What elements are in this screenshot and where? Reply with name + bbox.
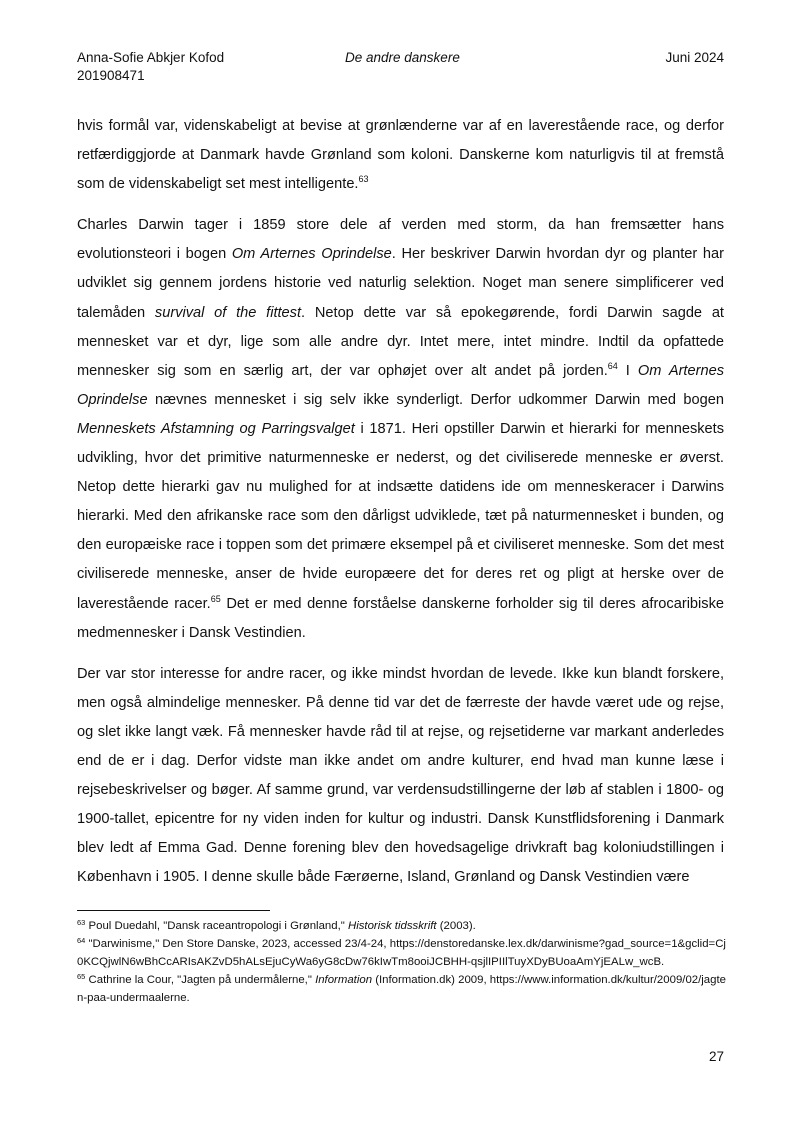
book-title: Om Arternes Oprindelse [231,246,392,263]
header-date: Juni 2024 [665,50,724,65]
body-text [77,112,724,904]
paragraph-3: Der var stor interesse for andre racer, og ikke mindst hvordan de levede. Ikke kun blandt forskere, men også almindelige mennesker. På denne tid var det de færreste der havde været ude og rejse, og slet ikke langt væk. Få mennesker havde råd til at rejse, og rejsetiderne var markant anderledes end de er i dag. Derfor vidste man ikke andet om andre kulturer, end hvad man kunne læse i rejsebeskrivelser og bøger. Af samme grund, var verdensudstillingerne der løb af stablen i 1800- og 1900-tallet, epicentre for ny viden inden for kultur og industri. Dansk Kunstflidsforening i Danmark blev ledt af Emma Gad. Denne forening blev den hovedsagelige drivkraft bag koloniudstillingen i København i 1905. I denne skulle både Færøerne, Island, Grønland og Dansk Vestindien være [77,665,724,886]
footnote-separator [77,910,270,911]
footnote-ref-64[interactable]: 64 [607,360,618,371]
page-number: 27 [708,1049,724,1064]
header-author: Anna-Sofie Abkjer Kofod [77,50,225,65]
header-title: De andre danskere [345,50,460,65]
header-author-block [77,49,224,85]
footnote-ref-63[interactable]: 63 [358,174,369,185]
footnotes [77,917,727,1007]
header-student-id: 201908471 [77,68,145,83]
phrase-survival-of-the-fittest: survival of the fittest [154,304,302,321]
page-header [77,49,724,89]
paragraph-1: hvis formål var, videnskabeligt at bevise at grønlænderne var af en laverestående race, og derfor retfærdiggjorde at Danmark havde Grønland som koloni. Danskerne kom naturligvis til at fremstå som de videnskabeligt set mest intelligente.$^{63}$ [77,118,724,193]
footnote-65: $^{65}$ Cathrine la Cour, "Jagten på undermålerne," Information (Information.dk) 2009, https://www.information.dk/kultur/2009/02/jagten-paa-undermaalerne. [77,972,726,1004]
paragraph-2: Charles Darwin tager i 1859 store dele af verden med storm, da han fremsætter hans evolutionsteori i bogen Om Arternes Oprindelse. Her beskriver Darwin hvordan dyr og planter har udviklet sig gennem jordens historie ved naturlig selektion. Noget man senere simplificerer ved talemåden survival of the fittest. Netop dette var så epokegørende, fordi Darwin sagde at mennesket var et dyr, lige som alle andre dyr. Intet mere, intet mindre. Indtil da opfattede mennesker sig som en særlig art, der var ophøjet over alt andet på jorden.$^{64}$ I Om Arternes Oprindelse nævnes mennesket i sig selv ikke synderligt. Derfor udkommer Darwin med bogen Menneskets Afstamning og Parringsvalget i 1871. Heri opstiller Darwin et hierarki for menneskets udvikling, hvor det primitive naturmenneske er nederst, og det civiliserede menneske er øverst. Netop dette hierarki gav nu mulighed for at indsætte datidens ide om menneskeracer i Darwins hierarki. Med den afrikanske race som den dårligst udviklede, tæt på naturmennesket i bunden, og den europæiske race i toppen som det primære eksempel på et civiliseret menneske. Som det mest civiliserede menneske, anser de hvide europæere det for deres ret og pligt at herske over de laverestående racer.$^{65}$ Det er med denne forståelse danskerne forholder sig til deres afrocaribiske medmennesker i Dansk Vestindien. [77,217,725,641]
footnote-64: $^{64}$ "Darwinisme," Den Store Danske, 2023, accessed 23/4-24, https://denstoredanske.lex.dk/darwinisme?gad_source=1&gclid=Cj0KCQjwlN6wBhCcARIsAKZvD5hALsEjuCyWa6yG8cDw76kIwTm8ooiJCBHH-qsjlIPIIlTuyXDyBUoaAmYjEALw_wcB. [77,936,726,968]
book-title: Menneskets Afstamning og Parringsvalget [77,420,355,437]
footnote-ref-65[interactable]: 65 [210,593,221,604]
book-title: Om Arternes Oprindelse [77,362,724,408]
footnote-63: $^{63}$ Poul Duedahl, "Dansk raceantropologi i Grønland," Historisk tidsskrift (2003). [77,918,476,932]
